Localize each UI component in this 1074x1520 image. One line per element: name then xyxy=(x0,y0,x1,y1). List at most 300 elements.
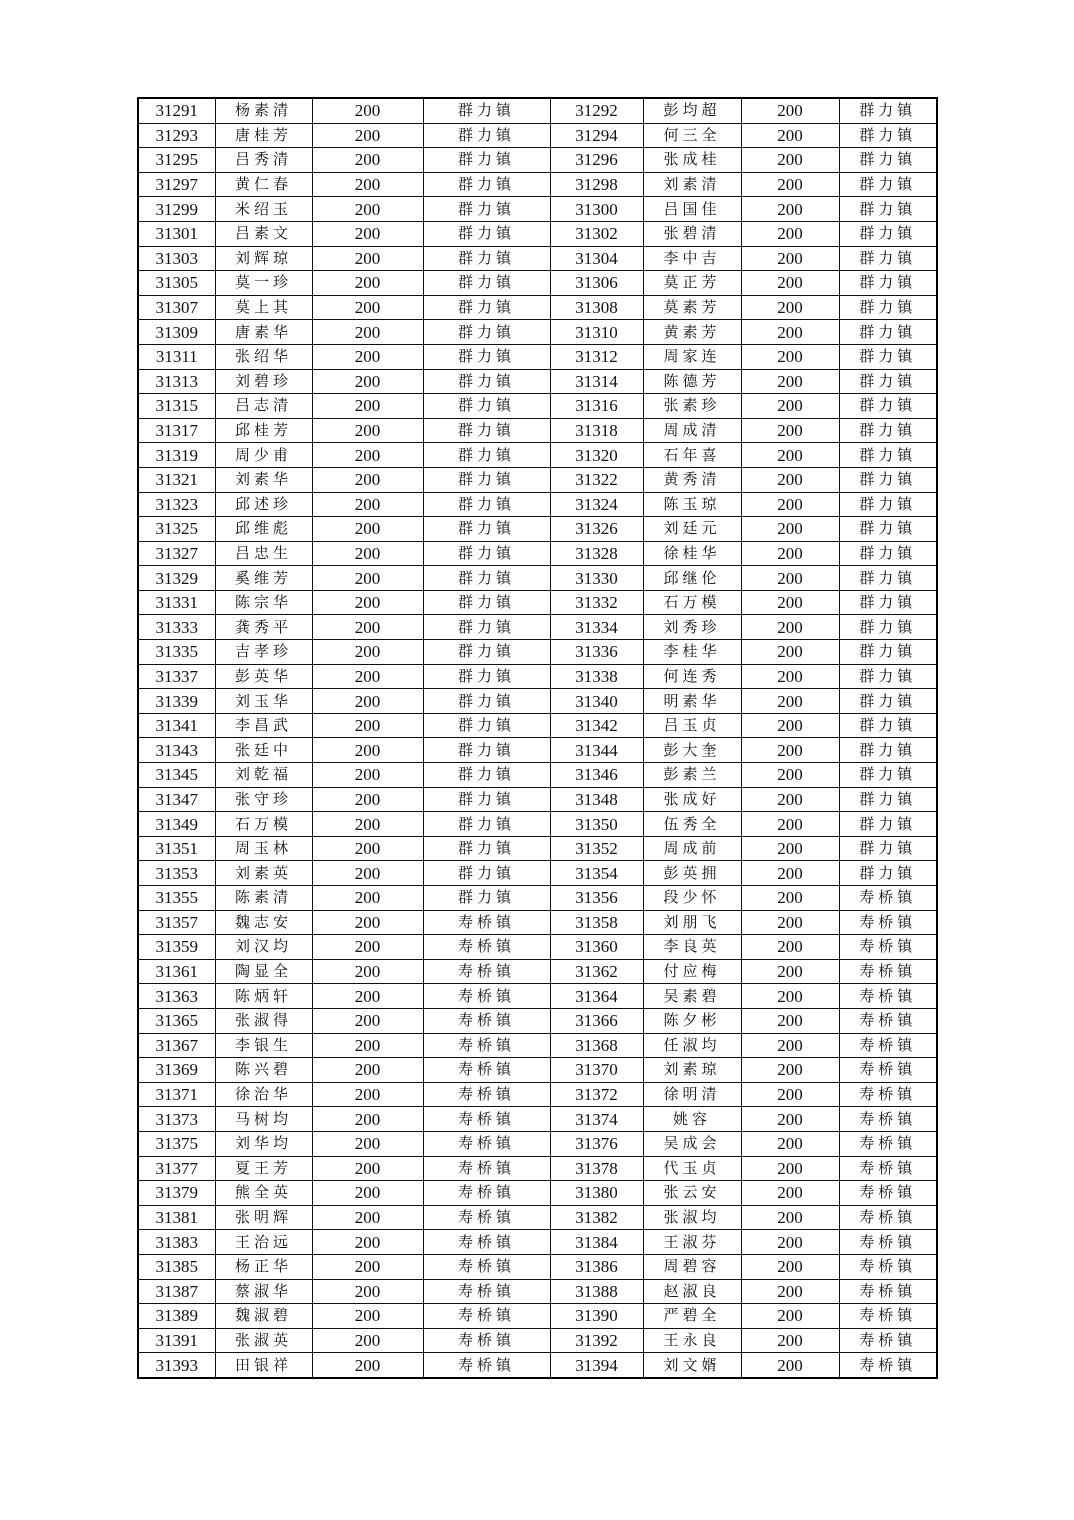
left-town-name-cell: 群力镇 xyxy=(423,812,550,837)
left-record-id-cell: 31317 xyxy=(138,418,215,443)
right-amount-cell: 200 xyxy=(741,221,839,246)
left-town-name-cell: 寿桥镇 xyxy=(423,1328,550,1353)
table-row xyxy=(138,1279,937,1304)
left-town-name-cell: 寿桥镇 xyxy=(423,1181,550,1206)
left-recipient-name-cell: 陶显全 xyxy=(215,959,312,984)
right-record-id-cell: 31372 xyxy=(550,1082,643,1107)
right-record-id-cell: 31370 xyxy=(550,1058,643,1083)
right-record-id-cell: 31390 xyxy=(550,1304,643,1329)
left-recipient-name-cell: 熊全英 xyxy=(215,1181,312,1206)
left-amount-cell: 200 xyxy=(312,1205,423,1230)
right-amount-cell: 200 xyxy=(741,271,839,296)
right-amount-cell: 200 xyxy=(741,517,839,542)
right-record-id-cell: 31342 xyxy=(550,713,643,738)
table-row xyxy=(138,910,937,935)
left-amount-cell: 200 xyxy=(312,836,423,861)
right-recipient-name-cell: 付应梅 xyxy=(643,959,741,984)
left-town-name-cell: 群力镇 xyxy=(423,541,550,566)
right-recipient-name-cell: 陈夕彬 xyxy=(643,1008,741,1033)
right-record-id-cell: 31302 xyxy=(550,221,643,246)
table-row xyxy=(138,640,937,665)
right-recipient-name-cell: 何三全 xyxy=(643,123,741,148)
right-town-name-cell: 群力镇 xyxy=(839,713,937,738)
left-town-name-cell: 群力镇 xyxy=(423,197,550,222)
table-row xyxy=(138,123,937,148)
left-recipient-name-cell: 米绍玉 xyxy=(215,197,312,222)
table-row xyxy=(138,1033,937,1058)
left-amount-cell: 200 xyxy=(312,271,423,296)
table-row xyxy=(138,394,937,419)
left-town-name-cell: 寿桥镇 xyxy=(423,1230,550,1255)
right-record-id-cell: 31352 xyxy=(550,836,643,861)
right-town-name-cell: 群力镇 xyxy=(839,148,937,173)
right-recipient-name-cell: 李桂华 xyxy=(643,640,741,665)
left-record-id-cell: 31315 xyxy=(138,394,215,419)
left-town-name-cell: 群力镇 xyxy=(423,517,550,542)
left-town-name-cell: 群力镇 xyxy=(423,394,550,419)
right-recipient-name-cell: 徐桂华 xyxy=(643,541,741,566)
right-recipient-name-cell: 严碧全 xyxy=(643,1304,741,1329)
left-record-id-cell: 31299 xyxy=(138,197,215,222)
table-row xyxy=(138,148,937,173)
right-town-name-cell: 寿桥镇 xyxy=(839,1082,937,1107)
left-town-name-cell: 群力镇 xyxy=(423,836,550,861)
table-row xyxy=(138,246,937,271)
right-town-name-cell: 群力镇 xyxy=(839,787,937,812)
right-town-name-cell: 寿桥镇 xyxy=(839,886,937,911)
table-row xyxy=(138,935,937,960)
right-amount-cell: 200 xyxy=(741,295,839,320)
left-recipient-name-cell: 黄仁春 xyxy=(215,172,312,197)
right-record-id-cell: 31362 xyxy=(550,959,643,984)
right-amount-cell: 200 xyxy=(741,689,839,714)
left-town-name-cell: 群力镇 xyxy=(423,861,550,886)
table-row xyxy=(138,1181,937,1206)
right-recipient-name-cell: 张成桂 xyxy=(643,148,741,173)
left-recipient-name-cell: 彭英华 xyxy=(215,664,312,689)
left-town-name-cell: 群力镇 xyxy=(423,295,550,320)
left-recipient-name-cell: 蔡淑华 xyxy=(215,1279,312,1304)
left-recipient-name-cell: 刘素英 xyxy=(215,861,312,886)
left-record-id-cell: 31345 xyxy=(138,763,215,788)
right-record-id-cell: 31318 xyxy=(550,418,643,443)
left-town-name-cell: 群力镇 xyxy=(423,344,550,369)
left-amount-cell: 200 xyxy=(312,566,423,591)
left-record-id-cell: 31333 xyxy=(138,615,215,640)
left-recipient-name-cell: 邱桂芳 xyxy=(215,418,312,443)
left-record-id-cell: 31363 xyxy=(138,984,215,1009)
right-record-id-cell: 31310 xyxy=(550,320,643,345)
left-record-id-cell: 31321 xyxy=(138,467,215,492)
table-row xyxy=(138,1304,937,1329)
right-town-name-cell: 寿桥镇 xyxy=(839,959,937,984)
right-recipient-name-cell: 周家连 xyxy=(643,344,741,369)
right-record-id-cell: 31374 xyxy=(550,1107,643,1132)
left-record-id-cell: 31335 xyxy=(138,640,215,665)
right-record-id-cell: 31344 xyxy=(550,738,643,763)
left-record-id-cell: 31313 xyxy=(138,369,215,394)
table-row xyxy=(138,1107,937,1132)
right-amount-cell: 200 xyxy=(741,910,839,935)
right-amount-cell: 200 xyxy=(741,1131,839,1156)
left-record-id-cell: 31307 xyxy=(138,295,215,320)
right-town-name-cell: 寿桥镇 xyxy=(839,1279,937,1304)
right-amount-cell: 200 xyxy=(741,664,839,689)
right-amount-cell: 200 xyxy=(741,541,839,566)
left-recipient-name-cell: 杨正华 xyxy=(215,1254,312,1279)
left-record-id-cell: 31381 xyxy=(138,1205,215,1230)
left-recipient-name-cell: 陈炳轩 xyxy=(215,984,312,1009)
left-recipient-name-cell: 吕秀清 xyxy=(215,148,312,173)
right-town-name-cell: 群力镇 xyxy=(839,738,937,763)
table-row xyxy=(138,492,937,517)
right-record-id-cell: 31382 xyxy=(550,1205,643,1230)
table-row xyxy=(138,738,937,763)
left-record-id-cell: 31341 xyxy=(138,713,215,738)
right-town-name-cell: 群力镇 xyxy=(839,615,937,640)
right-record-id-cell: 31312 xyxy=(550,344,643,369)
left-town-name-cell: 寿桥镇 xyxy=(423,1131,550,1156)
left-amount-cell: 200 xyxy=(312,713,423,738)
right-town-name-cell: 群力镇 xyxy=(839,295,937,320)
right-recipient-name-cell: 邱继伦 xyxy=(643,566,741,591)
left-record-id-cell: 31303 xyxy=(138,246,215,271)
left-record-id-cell: 31391 xyxy=(138,1328,215,1353)
table-row xyxy=(138,541,937,566)
left-town-name-cell: 群力镇 xyxy=(423,221,550,246)
right-town-name-cell: 群力镇 xyxy=(839,861,937,886)
right-amount-cell: 200 xyxy=(741,886,839,911)
table-row xyxy=(138,1254,937,1279)
right-town-name-cell: 群力镇 xyxy=(839,763,937,788)
table-row xyxy=(138,172,937,197)
right-record-id-cell: 31340 xyxy=(550,689,643,714)
right-amount-cell: 200 xyxy=(741,344,839,369)
left-record-id-cell: 31383 xyxy=(138,1230,215,1255)
left-town-name-cell: 群力镇 xyxy=(423,763,550,788)
right-recipient-name-cell: 石万模 xyxy=(643,590,741,615)
left-record-id-cell: 31377 xyxy=(138,1156,215,1181)
left-record-id-cell: 31339 xyxy=(138,689,215,714)
right-town-name-cell: 群力镇 xyxy=(839,492,937,517)
right-amount-cell: 200 xyxy=(741,1230,839,1255)
left-recipient-name-cell: 王治远 xyxy=(215,1230,312,1255)
right-amount-cell: 200 xyxy=(741,1082,839,1107)
right-recipient-name-cell: 明素华 xyxy=(643,689,741,714)
right-town-name-cell: 群力镇 xyxy=(839,689,937,714)
left-amount-cell: 200 xyxy=(312,1353,423,1378)
right-amount-cell: 200 xyxy=(741,763,839,788)
left-town-name-cell: 群力镇 xyxy=(423,148,550,173)
right-amount-cell: 200 xyxy=(741,1181,839,1206)
left-amount-cell: 200 xyxy=(312,541,423,566)
right-amount-cell: 200 xyxy=(741,615,839,640)
right-town-name-cell: 寿桥镇 xyxy=(839,984,937,1009)
left-town-name-cell: 群力镇 xyxy=(423,98,550,123)
right-amount-cell: 200 xyxy=(741,1033,839,1058)
left-recipient-name-cell: 刘碧珍 xyxy=(215,369,312,394)
left-record-id-cell: 31355 xyxy=(138,886,215,911)
table-row xyxy=(138,959,937,984)
left-recipient-name-cell: 刘玉华 xyxy=(215,689,312,714)
table-row xyxy=(138,984,937,1009)
left-town-name-cell: 群力镇 xyxy=(423,418,550,443)
right-record-id-cell: 31364 xyxy=(550,984,643,1009)
right-recipient-name-cell: 黄素芳 xyxy=(643,320,741,345)
left-town-name-cell: 群力镇 xyxy=(423,738,550,763)
right-town-name-cell: 群力镇 xyxy=(839,197,937,222)
left-town-name-cell: 群力镇 xyxy=(423,369,550,394)
left-recipient-name-cell: 夏王芳 xyxy=(215,1156,312,1181)
left-amount-cell: 200 xyxy=(312,910,423,935)
right-town-name-cell: 群力镇 xyxy=(839,418,937,443)
right-record-id-cell: 31324 xyxy=(550,492,643,517)
right-town-name-cell: 寿桥镇 xyxy=(839,1205,937,1230)
left-recipient-name-cell: 杨素清 xyxy=(215,98,312,123)
right-record-id-cell: 31348 xyxy=(550,787,643,812)
right-amount-cell: 200 xyxy=(741,1353,839,1378)
left-town-name-cell: 寿桥镇 xyxy=(423,959,550,984)
right-recipient-name-cell: 陈德芳 xyxy=(643,369,741,394)
left-amount-cell: 200 xyxy=(312,443,423,468)
left-record-id-cell: 31301 xyxy=(138,221,215,246)
left-amount-cell: 200 xyxy=(312,1107,423,1132)
table-row xyxy=(138,763,937,788)
right-record-id-cell: 31330 xyxy=(550,566,643,591)
table-row xyxy=(138,1058,937,1083)
table-row xyxy=(138,566,937,591)
table-row xyxy=(138,344,937,369)
left-amount-cell: 200 xyxy=(312,787,423,812)
left-record-id-cell: 31351 xyxy=(138,836,215,861)
left-town-name-cell: 寿桥镇 xyxy=(423,1205,550,1230)
right-amount-cell: 200 xyxy=(741,566,839,591)
right-recipient-name-cell: 段少怀 xyxy=(643,886,741,911)
right-record-id-cell: 31306 xyxy=(550,271,643,296)
left-record-id-cell: 31293 xyxy=(138,123,215,148)
left-recipient-name-cell: 陈素清 xyxy=(215,886,312,911)
left-recipient-name-cell: 张绍华 xyxy=(215,344,312,369)
right-recipient-name-cell: 周碧容 xyxy=(643,1254,741,1279)
right-recipient-name-cell: 徐明清 xyxy=(643,1082,741,1107)
left-recipient-name-cell: 莫上其 xyxy=(215,295,312,320)
left-recipient-name-cell: 张淑英 xyxy=(215,1328,312,1353)
left-recipient-name-cell: 邱维彪 xyxy=(215,517,312,542)
left-record-id-cell: 31359 xyxy=(138,935,215,960)
right-record-id-cell: 31320 xyxy=(550,443,643,468)
right-record-id-cell: 31298 xyxy=(550,172,643,197)
right-record-id-cell: 31358 xyxy=(550,910,643,935)
left-amount-cell: 200 xyxy=(312,98,423,123)
right-amount-cell: 200 xyxy=(741,1205,839,1230)
right-amount-cell: 200 xyxy=(741,172,839,197)
left-recipient-name-cell: 张明辉 xyxy=(215,1205,312,1230)
right-amount-cell: 200 xyxy=(741,812,839,837)
table-row xyxy=(138,1156,937,1181)
table-row xyxy=(138,221,937,246)
left-amount-cell: 200 xyxy=(312,344,423,369)
left-amount-cell: 200 xyxy=(312,418,423,443)
right-recipient-name-cell: 张成好 xyxy=(643,787,741,812)
right-recipient-name-cell: 代玉贞 xyxy=(643,1156,741,1181)
right-recipient-name-cell: 彭均超 xyxy=(643,98,741,123)
left-town-name-cell: 寿桥镇 xyxy=(423,1279,550,1304)
left-town-name-cell: 群力镇 xyxy=(423,787,550,812)
right-record-id-cell: 31328 xyxy=(550,541,643,566)
right-town-name-cell: 群力镇 xyxy=(839,98,937,123)
left-amount-cell: 200 xyxy=(312,1058,423,1083)
right-recipient-name-cell: 李中吉 xyxy=(643,246,741,271)
right-town-name-cell: 群力镇 xyxy=(839,369,937,394)
left-amount-cell: 200 xyxy=(312,467,423,492)
right-town-name-cell: 群力镇 xyxy=(839,394,937,419)
table-row xyxy=(138,517,937,542)
right-recipient-name-cell: 周成前 xyxy=(643,836,741,861)
left-town-name-cell: 群力镇 xyxy=(423,664,550,689)
right-record-id-cell: 31360 xyxy=(550,935,643,960)
left-record-id-cell: 31365 xyxy=(138,1008,215,1033)
left-record-id-cell: 31311 xyxy=(138,344,215,369)
left-recipient-name-cell: 马树均 xyxy=(215,1107,312,1132)
right-amount-cell: 200 xyxy=(741,738,839,763)
right-recipient-name-cell: 刘朋飞 xyxy=(643,910,741,935)
left-recipient-name-cell: 唐桂芳 xyxy=(215,123,312,148)
right-amount-cell: 200 xyxy=(741,492,839,517)
right-town-name-cell: 群力镇 xyxy=(839,541,937,566)
right-record-id-cell: 31368 xyxy=(550,1033,643,1058)
right-town-name-cell: 群力镇 xyxy=(839,320,937,345)
right-town-name-cell: 寿桥镇 xyxy=(839,1230,937,1255)
right-record-id-cell: 31350 xyxy=(550,812,643,837)
right-recipient-name-cell: 吕国佳 xyxy=(643,197,741,222)
right-recipient-name-cell: 莫素芳 xyxy=(643,295,741,320)
left-town-name-cell: 寿桥镇 xyxy=(423,1304,550,1329)
right-recipient-name-cell: 彭大奎 xyxy=(643,738,741,763)
left-town-name-cell: 群力镇 xyxy=(423,713,550,738)
right-amount-cell: 200 xyxy=(741,836,839,861)
right-amount-cell: 200 xyxy=(741,369,839,394)
left-amount-cell: 200 xyxy=(312,1304,423,1329)
right-record-id-cell: 31354 xyxy=(550,861,643,886)
right-record-id-cell: 31334 xyxy=(550,615,643,640)
left-town-name-cell: 寿桥镇 xyxy=(423,1353,550,1378)
left-record-id-cell: 31329 xyxy=(138,566,215,591)
right-town-name-cell: 群力镇 xyxy=(839,590,937,615)
right-recipient-name-cell: 刘素清 xyxy=(643,172,741,197)
right-town-name-cell: 群力镇 xyxy=(839,566,937,591)
right-town-name-cell: 群力镇 xyxy=(839,221,937,246)
right-amount-cell: 200 xyxy=(741,590,839,615)
left-recipient-name-cell: 邱述珍 xyxy=(215,492,312,517)
right-town-name-cell: 群力镇 xyxy=(839,443,937,468)
left-town-name-cell: 群力镇 xyxy=(423,640,550,665)
right-town-name-cell: 寿桥镇 xyxy=(839,1058,937,1083)
left-town-name-cell: 群力镇 xyxy=(423,172,550,197)
right-town-name-cell: 群力镇 xyxy=(839,344,937,369)
right-town-name-cell: 群力镇 xyxy=(839,467,937,492)
right-amount-cell: 200 xyxy=(741,1328,839,1353)
left-amount-cell: 200 xyxy=(312,246,423,271)
left-recipient-name-cell: 刘华均 xyxy=(215,1131,312,1156)
left-town-name-cell: 寿桥镇 xyxy=(423,1008,550,1033)
left-recipient-name-cell: 张淑得 xyxy=(215,1008,312,1033)
table-row xyxy=(138,443,937,468)
right-record-id-cell: 31322 xyxy=(550,467,643,492)
right-record-id-cell: 31304 xyxy=(550,246,643,271)
left-town-name-cell: 寿桥镇 xyxy=(423,1107,550,1132)
left-amount-cell: 200 xyxy=(312,1008,423,1033)
left-recipient-name-cell: 吕志清 xyxy=(215,394,312,419)
left-record-id-cell: 31291 xyxy=(138,98,215,123)
left-record-id-cell: 31297 xyxy=(138,172,215,197)
left-town-name-cell: 群力镇 xyxy=(423,492,550,517)
left-amount-cell: 200 xyxy=(312,664,423,689)
left-record-id-cell: 31357 xyxy=(138,910,215,935)
right-amount-cell: 200 xyxy=(741,418,839,443)
right-record-id-cell: 31316 xyxy=(550,394,643,419)
left-recipient-name-cell: 田银祥 xyxy=(215,1353,312,1378)
right-record-id-cell: 31376 xyxy=(550,1131,643,1156)
left-recipient-name-cell: 刘辉琼 xyxy=(215,246,312,271)
right-recipient-name-cell: 伍秀全 xyxy=(643,812,741,837)
left-town-name-cell: 群力镇 xyxy=(423,123,550,148)
left-town-name-cell: 寿桥镇 xyxy=(423,1033,550,1058)
right-amount-cell: 200 xyxy=(741,787,839,812)
right-amount-cell: 200 xyxy=(741,1008,839,1033)
table-row xyxy=(138,320,937,345)
right-record-id-cell: 31294 xyxy=(550,123,643,148)
left-amount-cell: 200 xyxy=(312,935,423,960)
left-record-id-cell: 31369 xyxy=(138,1058,215,1083)
right-recipient-name-cell: 姚容 xyxy=(643,1107,741,1132)
right-recipient-name-cell: 张淑均 xyxy=(643,1205,741,1230)
right-record-id-cell: 31346 xyxy=(550,763,643,788)
left-amount-cell: 200 xyxy=(312,1279,423,1304)
right-town-name-cell: 寿桥镇 xyxy=(839,1131,937,1156)
left-record-id-cell: 31379 xyxy=(138,1181,215,1206)
table-row xyxy=(138,271,937,296)
left-recipient-name-cell: 石万模 xyxy=(215,812,312,837)
table-row xyxy=(138,787,937,812)
left-amount-cell: 200 xyxy=(312,320,423,345)
right-town-name-cell: 寿桥镇 xyxy=(839,1328,937,1353)
right-record-id-cell: 31386 xyxy=(550,1254,643,1279)
left-town-name-cell: 群力镇 xyxy=(423,246,550,271)
right-record-id-cell: 31392 xyxy=(550,1328,643,1353)
left-amount-cell: 200 xyxy=(312,221,423,246)
left-town-name-cell: 寿桥镇 xyxy=(423,1156,550,1181)
left-town-name-cell: 群力镇 xyxy=(423,615,550,640)
table-row xyxy=(138,1008,937,1033)
right-amount-cell: 200 xyxy=(741,713,839,738)
right-recipient-name-cell: 张素珍 xyxy=(643,394,741,419)
left-record-id-cell: 31337 xyxy=(138,664,215,689)
left-recipient-name-cell: 张廷中 xyxy=(215,738,312,763)
right-amount-cell: 200 xyxy=(741,959,839,984)
left-recipient-name-cell: 刘素华 xyxy=(215,467,312,492)
left-record-id-cell: 31389 xyxy=(138,1304,215,1329)
left-amount-cell: 200 xyxy=(312,1082,423,1107)
table-row xyxy=(138,295,937,320)
left-record-id-cell: 31347 xyxy=(138,787,215,812)
left-amount-cell: 200 xyxy=(312,148,423,173)
left-recipient-name-cell: 周玉林 xyxy=(215,836,312,861)
right-record-id-cell: 31292 xyxy=(550,98,643,123)
table-row xyxy=(138,886,937,911)
left-recipient-name-cell: 吉孝珍 xyxy=(215,640,312,665)
left-recipient-name-cell: 李银生 xyxy=(215,1033,312,1058)
left-record-id-cell: 31349 xyxy=(138,812,215,837)
